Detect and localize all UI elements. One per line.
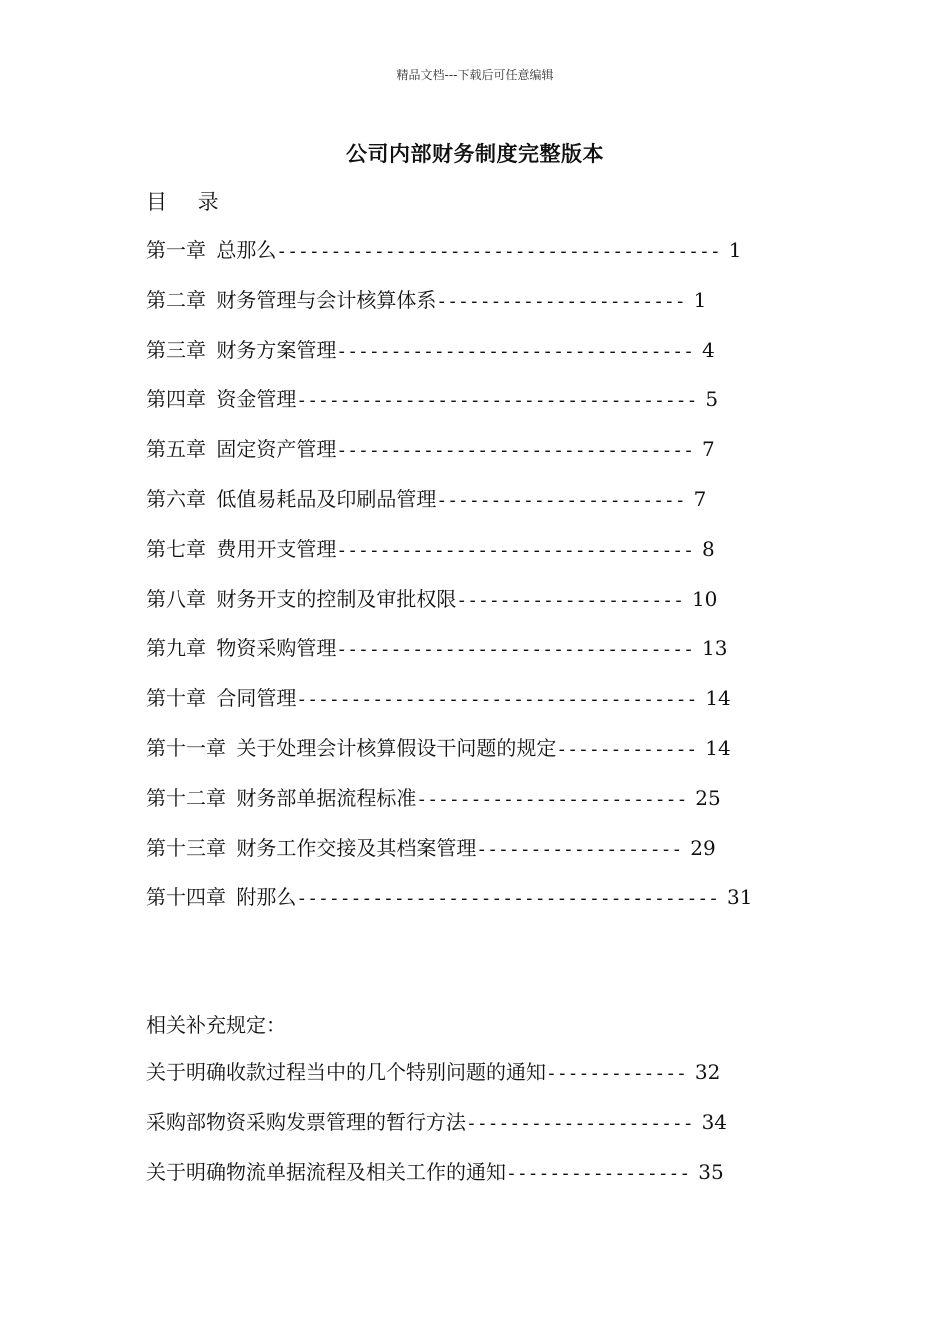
- chapter-number: 第七章: [146, 536, 206, 561]
- page-number: 31: [727, 885, 753, 910]
- page-number: 34: [701, 1110, 728, 1134]
- page-number: 1: [693, 287, 707, 312]
- page-number: 25: [695, 785, 721, 810]
- dot-leader: ---------------------------------: [336, 440, 694, 462]
- entry-title: 采购部物资采购发票管理的暂行方法: [146, 1110, 466, 1134]
- entry-title: 关于明确收款过程当中的几个特别问题的通知: [146, 1060, 546, 1084]
- chapter-number: 第一章: [146, 238, 206, 262]
- entry-title: 附那么: [236, 885, 297, 910]
- dot-leader: -------------------------------------: [296, 689, 698, 711]
- entry-title: 关于明确物流单据流程及相关工作的通知: [146, 1160, 506, 1184]
- dot-leader: ---------------------------------: [336, 639, 694, 661]
- dot-leader: ---------------------: [456, 589, 684, 611]
- chapter-number: 第十二章: [146, 785, 226, 810]
- dot-leader: ---------------------: [466, 1113, 694, 1134]
- entry-title: 资金管理: [216, 387, 297, 412]
- toc-entry[interactable]: [146, 335, 715, 365]
- supplement-entry[interactable]: [146, 1157, 724, 1187]
- page-number: 35: [698, 1160, 724, 1184]
- supplement-heading: 相关补充规定：: [146, 1013, 286, 1037]
- dot-leader: -----------------------------------------: [276, 241, 721, 262]
- chapter-number: 第八章: [146, 586, 206, 611]
- entry-title: 财务管理与会计核算体系: [216, 287, 437, 312]
- chapter-number: 第十三章: [146, 835, 226, 860]
- chapter-number: 第十章: [146, 686, 206, 711]
- page-number: 7: [701, 437, 715, 462]
- dot-leader: -------------------------: [416, 788, 688, 810]
- entry-title: 总那么: [216, 238, 277, 262]
- toc-entry[interactable]: [146, 235, 741, 265]
- page-number: 14: [705, 686, 731, 711]
- entry-title: 物资采购管理: [216, 636, 337, 661]
- toc-entry[interactable]: [146, 733, 731, 763]
- toc-entry[interactable]: [146, 584, 717, 614]
- chapter-number: 第二章: [146, 287, 206, 312]
- chapter-number: 第九章: [146, 636, 206, 661]
- dot-leader: -----------------------: [436, 290, 686, 312]
- toc-entry[interactable]: [146, 833, 716, 863]
- toc-entry[interactable]: [146, 683, 731, 713]
- supplement-entry[interactable]: [146, 1107, 727, 1137]
- dot-leader: ---------------------------------: [336, 539, 694, 561]
- toc-entry[interactable]: [146, 434, 715, 464]
- toc-entry[interactable]: [146, 534, 715, 564]
- toc-entry[interactable]: [146, 484, 706, 514]
- chapter-number: 第六章: [146, 487, 206, 511]
- header-note: 精品文档---下载后可任意编辑: [396, 68, 554, 82]
- chapter-number: 第五章: [146, 437, 206, 462]
- entry-title: 财务部单据流程标准: [236, 785, 417, 810]
- supplement-entry[interactable]: [146, 1057, 720, 1087]
- chapter-number: 第三章: [146, 337, 206, 362]
- entry-title: 财务开支的控制及审批权限: [216, 586, 457, 611]
- toc-entry[interactable]: [146, 882, 752, 912]
- page-number: 1: [728, 238, 742, 262]
- toc-entry[interactable]: [146, 285, 706, 315]
- dot-leader: -------------: [546, 1063, 687, 1084]
- dot-leader: -------------------: [476, 838, 683, 860]
- document-title: 公司内部财务制度完整版本: [346, 141, 604, 166]
- dot-leader: -------------------------------------: [296, 390, 698, 412]
- toc-entry[interactable]: [146, 783, 721, 813]
- page-number: 14: [705, 736, 731, 760]
- entry-title: 关于处理会计核算假设干问题的规定: [236, 736, 557, 760]
- entry-title: 财务方案管理: [216, 337, 337, 362]
- dot-leader: ---------------------------------: [336, 340, 694, 362]
- toc-entry[interactable]: [146, 384, 718, 414]
- page-number: 8: [701, 536, 715, 561]
- page-number: 10: [691, 586, 718, 611]
- entry-title: 费用开支管理: [216, 536, 337, 561]
- page-number: 5: [705, 387, 719, 412]
- entry-title: 固定资产管理: [216, 437, 337, 462]
- entry-title: 低值易耗品及印刷品管理: [216, 487, 437, 511]
- entry-title: 财务工作交接及其档案管理: [236, 835, 477, 860]
- dot-leader: -----------------: [506, 1163, 691, 1184]
- toc-heading: 目 录: [146, 190, 231, 214]
- chapter-number: 第十四章: [146, 885, 226, 910]
- page-number: 32: [694, 1060, 721, 1084]
- dot-leader: -------------: [556, 739, 698, 760]
- toc-entry[interactable]: [146, 633, 727, 663]
- page-number: 4: [701, 337, 715, 362]
- entry-title: 合同管理: [216, 686, 297, 711]
- dot-leader: -----------------------: [436, 490, 686, 511]
- chapter-number: 第十一章: [146, 736, 226, 760]
- page-number: 13: [701, 636, 728, 661]
- page-number: 7: [693, 487, 707, 511]
- dot-leader: ---------------------------------------: [296, 888, 719, 910]
- page-number: 29: [690, 835, 716, 860]
- chapter-number: 第四章: [146, 387, 206, 412]
